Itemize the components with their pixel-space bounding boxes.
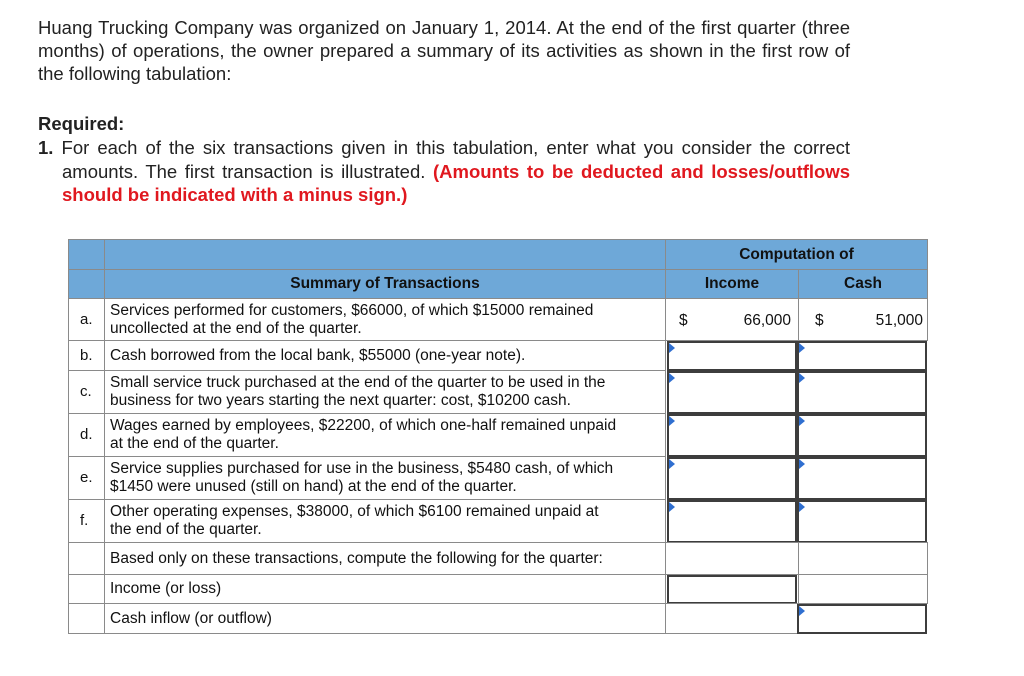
row-d-letter: d. bbox=[80, 426, 93, 443]
row-c-line1: Small service truck purchased at the end of the quarter to be used in the bbox=[110, 374, 606, 391]
header-cash-label: Cash bbox=[844, 275, 882, 292]
row-d-income-input-cell bbox=[667, 414, 797, 457]
cash-label-cell bbox=[104, 603, 666, 634]
row-d-line1: Wages earned by employees, $22200, of which one-half remained unpaid bbox=[110, 417, 617, 434]
row-e-cash-input-cell bbox=[797, 457, 927, 500]
compute-prompt-cell bbox=[104, 542, 666, 575]
header-cash bbox=[798, 269, 928, 299]
row-e-description bbox=[104, 456, 666, 500]
row-d-letter-cell bbox=[68, 413, 105, 457]
row-e-letter-cell bbox=[68, 456, 105, 500]
row-f-cash-input[interactable] bbox=[799, 502, 925, 541]
row-f-description bbox=[104, 499, 666, 543]
row-b-cash-flag-icon bbox=[799, 343, 805, 353]
row-a-income-value: 66,000 bbox=[743, 312, 791, 329]
cash-letter-cell bbox=[68, 603, 105, 634]
row-f-cash-input-cell bbox=[797, 500, 927, 543]
required-number: 1. bbox=[38, 137, 54, 158]
compute-cash-blank bbox=[798, 542, 928, 575]
row-d-cash-input-cell bbox=[797, 414, 927, 457]
total-cash-income-blank bbox=[665, 603, 799, 634]
total-income-input-cell bbox=[667, 575, 797, 604]
row-e-cash-flag-icon bbox=[799, 459, 805, 469]
row-b-income-flag-icon bbox=[669, 343, 675, 353]
row-c-cash-flag-icon bbox=[799, 373, 805, 383]
row-e-income-input[interactable] bbox=[669, 459, 795, 498]
total-cash-flag-icon bbox=[799, 606, 805, 616]
row-f-line2: the end of the quarter. bbox=[110, 521, 262, 538]
intro-paragraph: Huang Trucking Company was organized on January 1, 2014. At the end of the first quarter (three months) of operations, the owner prepared a summary of its activities as shown in the first row of the following tabulation: bbox=[38, 17, 850, 84]
row-d-income-flag-icon bbox=[669, 416, 675, 426]
required-text: For each of the six transactions given in this tabulation, enter what you consider the correct amounts. The first transaction is illustrated. bbox=[61, 137, 850, 182]
total-income-input[interactable] bbox=[669, 577, 795, 602]
total-cash-input-cell bbox=[797, 604, 927, 634]
header-blank-letter bbox=[68, 239, 105, 270]
row-a-letter: a. bbox=[80, 311, 93, 328]
row-a-cash-value: 51,000 bbox=[875, 312, 923, 329]
row-c-cash-input-cell bbox=[797, 371, 927, 414]
compute-letter-cell bbox=[68, 542, 105, 575]
row-a-line1: Services performed for customers, $66000, of which $15000 remained bbox=[110, 302, 594, 319]
required-heading: Required: bbox=[38, 113, 125, 134]
total-income-cash-blank bbox=[798, 574, 928, 604]
row-f-income-input-cell bbox=[667, 500, 797, 543]
income-label: Income (or loss) bbox=[110, 580, 222, 597]
row-f-cash-flag-icon bbox=[799, 502, 805, 512]
row-d-income-input[interactable] bbox=[669, 416, 795, 455]
header-income bbox=[665, 269, 799, 299]
compute-income-blank bbox=[665, 542, 799, 575]
row-b-cash-input-cell bbox=[797, 341, 927, 371]
header-computation bbox=[665, 239, 928, 270]
row-d-cash-input[interactable] bbox=[799, 416, 925, 455]
row-f-letter-cell bbox=[68, 499, 105, 543]
income-label-cell bbox=[104, 574, 666, 604]
row-b-line1: Cash borrowed from the local bank, $55000 (one-year note). bbox=[110, 347, 526, 364]
header-letter bbox=[68, 269, 105, 299]
row-c-income-input-cell bbox=[667, 371, 797, 414]
row-f-income-input[interactable] bbox=[669, 502, 795, 541]
required-item-1 bbox=[38, 136, 850, 207]
compute-prompt: Based only on these transactions, compute the following for the quarter: bbox=[110, 550, 603, 567]
row-c-description bbox=[104, 370, 666, 414]
row-a-letter-cell bbox=[68, 298, 105, 341]
header-income-label: Income bbox=[704, 275, 760, 292]
row-b-description bbox=[104, 340, 666, 371]
row-a-description bbox=[104, 298, 666, 341]
row-f-income-flag-icon bbox=[669, 502, 675, 512]
required-emphasis: (Amounts to be deducted and losses/outflows should be indicated with a minus sign.) bbox=[62, 160, 851, 205]
row-b-letter-cell bbox=[68, 340, 105, 371]
row-f-line1: Other operating expenses, $38000, of which $6100 remained unpaid at bbox=[110, 503, 599, 520]
row-d-cash-flag-icon bbox=[799, 416, 805, 426]
header-summary bbox=[104, 269, 666, 299]
row-d-line2: at the end of the quarter. bbox=[110, 435, 279, 452]
row-a-cash bbox=[798, 298, 928, 341]
row-c-letter: c. bbox=[80, 383, 92, 400]
row-b-income-input[interactable] bbox=[669, 343, 795, 369]
cash-label: Cash inflow (or outflow) bbox=[110, 610, 272, 627]
row-b-cash-input[interactable] bbox=[799, 343, 925, 369]
row-a-income-dollar: $ bbox=[679, 312, 688, 329]
row-c-cash-input[interactable] bbox=[799, 373, 925, 412]
income-letter-cell bbox=[68, 574, 105, 604]
row-f-letter: f. bbox=[80, 512, 89, 529]
row-e-letter: e. bbox=[80, 469, 93, 486]
header-computation-label: Computation of bbox=[739, 246, 854, 263]
row-e-line1: Service supplies purchased for use in the business, $5480 cash, of which bbox=[110, 460, 614, 477]
header-blank-summary bbox=[104, 239, 666, 270]
row-b-letter: b. bbox=[80, 347, 93, 364]
row-d-description bbox=[104, 413, 666, 457]
row-c-income-input[interactable] bbox=[669, 373, 795, 412]
row-e-cash-input[interactable] bbox=[799, 459, 925, 498]
row-e-line2: $1450 were unused (still on hand) at the end of the quarter. bbox=[110, 478, 517, 495]
total-cash-input[interactable] bbox=[799, 606, 925, 632]
row-a-income bbox=[665, 298, 799, 341]
row-b-income-input-cell bbox=[667, 341, 797, 371]
row-c-income-flag-icon bbox=[669, 373, 675, 383]
header-summary-label: Summary of Transactions bbox=[290, 275, 480, 292]
row-c-letter-cell bbox=[68, 370, 105, 414]
row-e-income-flag-icon bbox=[669, 459, 675, 469]
row-e-income-input-cell bbox=[667, 457, 797, 500]
row-a-cash-dollar: $ bbox=[815, 312, 824, 329]
row-c-line2: business for two years starting the next quarter: cost, $10200 cash. bbox=[110, 392, 571, 409]
row-a-line2: uncollected at the end of the quarter. bbox=[110, 320, 362, 337]
